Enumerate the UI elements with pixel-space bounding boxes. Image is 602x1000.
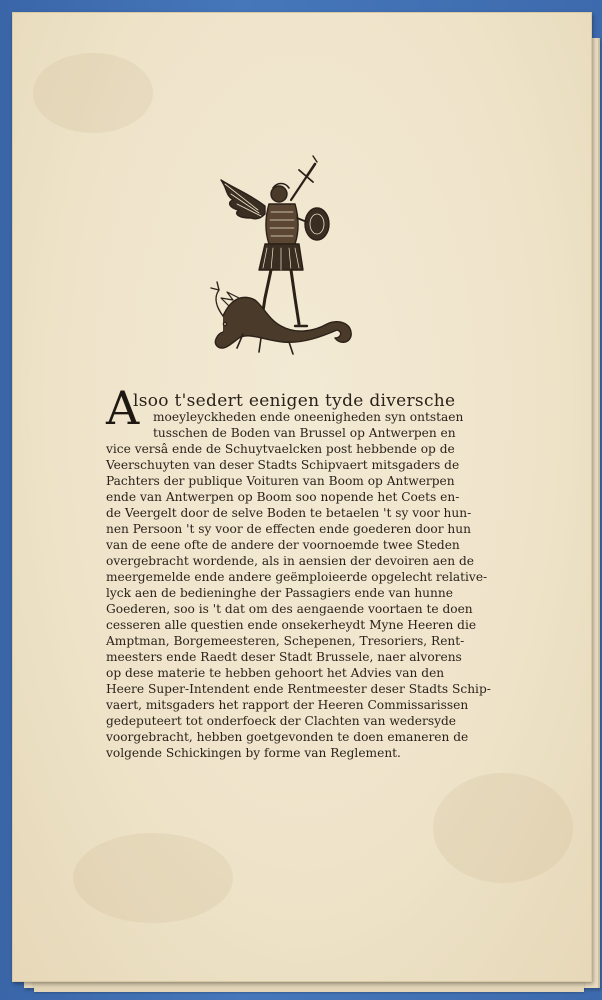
text-line: Amptman, Borgemeesteren, Schepenen, Tresoriers, Rent- [106, 634, 465, 648]
text-line: de Veergelt door de selve Boden te betaelen 't sy voor hun- [106, 506, 472, 520]
document-sheet [12, 12, 592, 982]
text-line: op dese materie te hebben gehoort het Advies van den [106, 666, 445, 680]
text-line: gedeputeert tot onderfoeck der Clachten van wedersyde [106, 714, 457, 728]
text-line: meesters ende Raedt deser Stadt Brussele, naer alvorens [106, 650, 462, 664]
text-line: Pachters der publique Voituren van Boom op Antwerpen [106, 474, 455, 488]
text-line: Goederen, soo is 't dat om des aengaende voortaen te doen [106, 602, 473, 616]
drop-cap-initial: A [106, 381, 140, 435]
text-line: overgebracht wordende, als in aensien der devoiren aen de [106, 554, 474, 568]
text-line: voorgebracht, hebben goetgevonden te doen emaneren de [106, 730, 469, 744]
text-line: lyck aen de bedieninghe der Passagiers ende van hunne [106, 586, 453, 600]
first-line: lsoo t'sedert eenigen tyde diversche [133, 391, 456, 411]
text-line: ende van Antwerpen op Boom soo nopende het Coets en- [106, 490, 460, 504]
text-line: van de eene ofte de andere der voornoemde twee Steden [106, 538, 460, 552]
saint-michael-slaying-dragon-woodcut-icon [203, 148, 363, 368]
text-line: volgende Schickingen by forme van Reglement. [106, 746, 401, 760]
text-line: cesseren alle questien ende onsekerheydt Myne Heeren die [106, 618, 477, 632]
paper-stain [33, 53, 153, 133]
text-line: tusschen de Boden van Brussel op Antwerpen en [153, 426, 456, 440]
text-line: vaert, mitsgaders het rapport der Heeren Commissarissen [106, 698, 469, 712]
text-line: meergemelde ende andere geëmploieerde opgelecht relative- [106, 570, 488, 584]
paper-stain [433, 773, 573, 883]
paper-stain [73, 833, 233, 923]
text-line: vice versâ ende de Schuytvaelcken post hebbende op de [106, 442, 455, 456]
text-line: moeyleyckheden ende oneenigheden syn ontstaen [153, 410, 464, 424]
text-line: Heere Super-Intendent ende Rentmeester deser Stadts Schip- [106, 682, 491, 696]
text-line: Veerschuyten van deser Stadts Schipvaert mitsgaders de [106, 458, 460, 472]
text-line: nen Persoon 't sy voor de effecten ende goederen door hun [106, 522, 471, 536]
